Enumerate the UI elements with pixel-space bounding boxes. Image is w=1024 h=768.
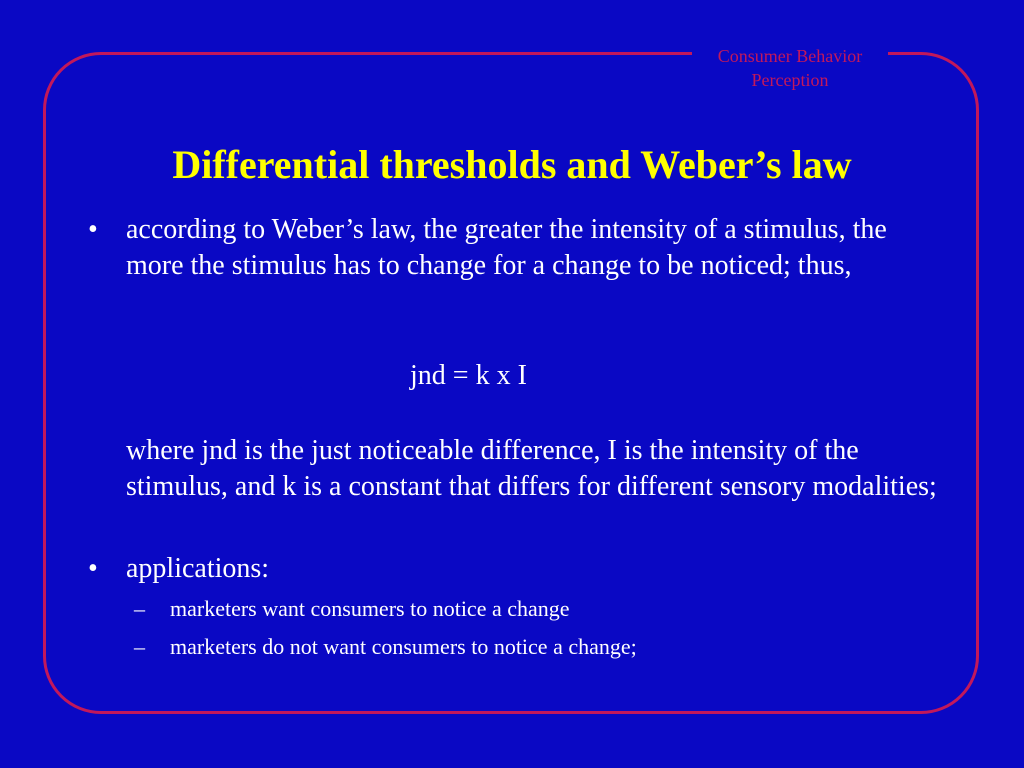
bullet-text: according to Weber’s law, the greater the intensity of a stimulus, the more the stimulus has to change for a change to be noticed; thus, xyxy=(126,214,887,281)
explanation-paragraph: where jnd is the just noticeable difference, I is the intensity of the stimulus, and k is a constant that differs for different sensory modalities; xyxy=(126,435,937,502)
sub-item-marker: – xyxy=(134,634,145,659)
bullet-marker: • xyxy=(88,553,98,584)
bullet-text: applications: xyxy=(126,553,270,584)
header-label xyxy=(692,44,888,92)
header-line-2: Perception xyxy=(751,70,829,90)
bullet-marker: • xyxy=(88,214,98,245)
formula: jnd = k x I xyxy=(410,360,527,391)
header-line-1: Consumer Behavior xyxy=(717,46,863,66)
sub-item-marker: – xyxy=(134,596,145,621)
sub-item-text: marketers do not want consumers to notice a change; xyxy=(170,634,637,659)
slide-title: Differential thresholds and Weber’s law xyxy=(172,142,852,187)
sub-item-text: marketers want consumers to notice a change xyxy=(170,596,570,621)
